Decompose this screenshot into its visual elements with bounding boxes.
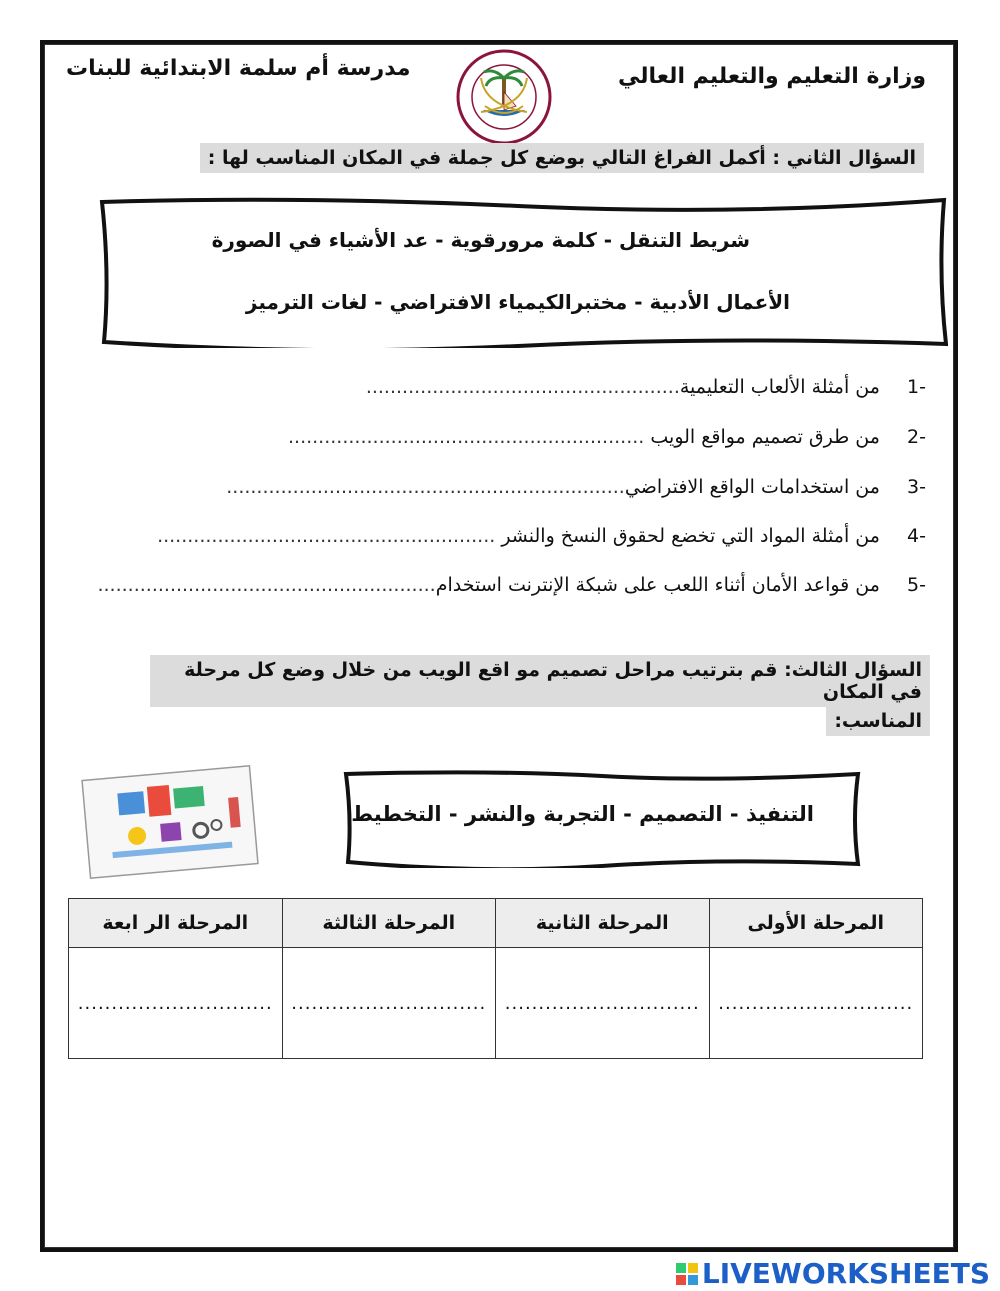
liveworksheets-mark-icon bbox=[676, 1263, 698, 1285]
item-number: -4 bbox=[907, 525, 926, 547]
school-name: مدرسة أم سلمة الابتدائية للبنات bbox=[66, 56, 411, 81]
question3-title-line-2: المناسب: bbox=[826, 706, 930, 736]
question-item-1 bbox=[366, 376, 926, 398]
web-design-illustration bbox=[80, 763, 260, 881]
item-number: -2 bbox=[907, 426, 926, 448]
item-number: -5 bbox=[907, 574, 926, 596]
liveworksheets-brand: LIVEWORKSHEETS bbox=[701, 1257, 990, 1290]
word-bank-line-2: الأعمال الأدبية - مختبرالكيمياء الافتراضي - لغات الترميز bbox=[245, 290, 790, 314]
table-row bbox=[69, 948, 923, 1059]
answer-blank[interactable]: .................................................... bbox=[365, 376, 680, 398]
word-bank-line-1: شريط التنقل - كلمة مرورقوية - عد الأشياء في الصورة bbox=[211, 228, 750, 252]
table-header-stage-3: المرحلة الثالثة bbox=[282, 899, 496, 948]
answer-blank[interactable]: ........................................................... bbox=[287, 426, 645, 448]
answer-cell-stage-1[interactable]: ............................. bbox=[709, 948, 923, 1059]
table-header-row bbox=[69, 899, 923, 948]
item-text: من قواعد الأمان أثناء اللعب على شبكة الإنترنت استخدام bbox=[435, 574, 880, 596]
question-item-5 bbox=[97, 574, 926, 596]
answer-blank[interactable]: ........................................................ bbox=[157, 525, 496, 547]
answer-cell-stage-3[interactable]: ............................. bbox=[282, 948, 496, 1059]
ministry-name: وزارة التعليم والتعليم العالي bbox=[617, 64, 926, 89]
item-text: من طرق تصميم مواقع الويب bbox=[650, 426, 880, 448]
liveworksheets-logo bbox=[676, 1257, 990, 1290]
word-bank-box bbox=[98, 196, 948, 348]
question2-title: السؤال الثاني : أكمل الفراغ التالي بوضع كل جملة في المكان المناسب لها : bbox=[200, 143, 924, 173]
question-item-3 bbox=[226, 476, 926, 498]
item-text: من أمثلة الألعاب التعليمية bbox=[679, 376, 880, 398]
question3-title-line-1: السؤال الثالث: قم بترتيب مراحل تصميم مو اقع الويب من خلال وضع كل مرحلة في المكان bbox=[150, 655, 930, 707]
item-text: من أمثلة المواد التي تخضع لحقوق النسخ والنشر bbox=[501, 525, 880, 547]
stages-table bbox=[68, 898, 923, 1059]
table-header-stage-4: المرحلة الر ابعة bbox=[69, 899, 283, 948]
table-header-stage-1: المرحلة الأولى bbox=[709, 899, 923, 948]
item-number: -1 bbox=[907, 376, 926, 398]
answer-cell-stage-4[interactable]: ............................. bbox=[69, 948, 283, 1059]
question-item-4 bbox=[157, 525, 926, 547]
answer-cell-stage-2[interactable]: ............................. bbox=[496, 948, 710, 1059]
answer-blank[interactable]: ........................................................ bbox=[97, 574, 436, 596]
answer-blank[interactable]: .................................................................. bbox=[226, 476, 625, 498]
item-text: من استخدامات الواقع الافتراضي bbox=[624, 476, 880, 498]
table-header-stage-2: المرحلة الثانية bbox=[496, 899, 710, 948]
stages-word-bank: التنفيذ - التصميم - التجربة والنشر - التخطيط bbox=[351, 802, 814, 826]
question-item-2 bbox=[288, 426, 926, 448]
item-number: -3 bbox=[907, 476, 926, 498]
qatar-emblem-logo bbox=[455, 48, 553, 146]
